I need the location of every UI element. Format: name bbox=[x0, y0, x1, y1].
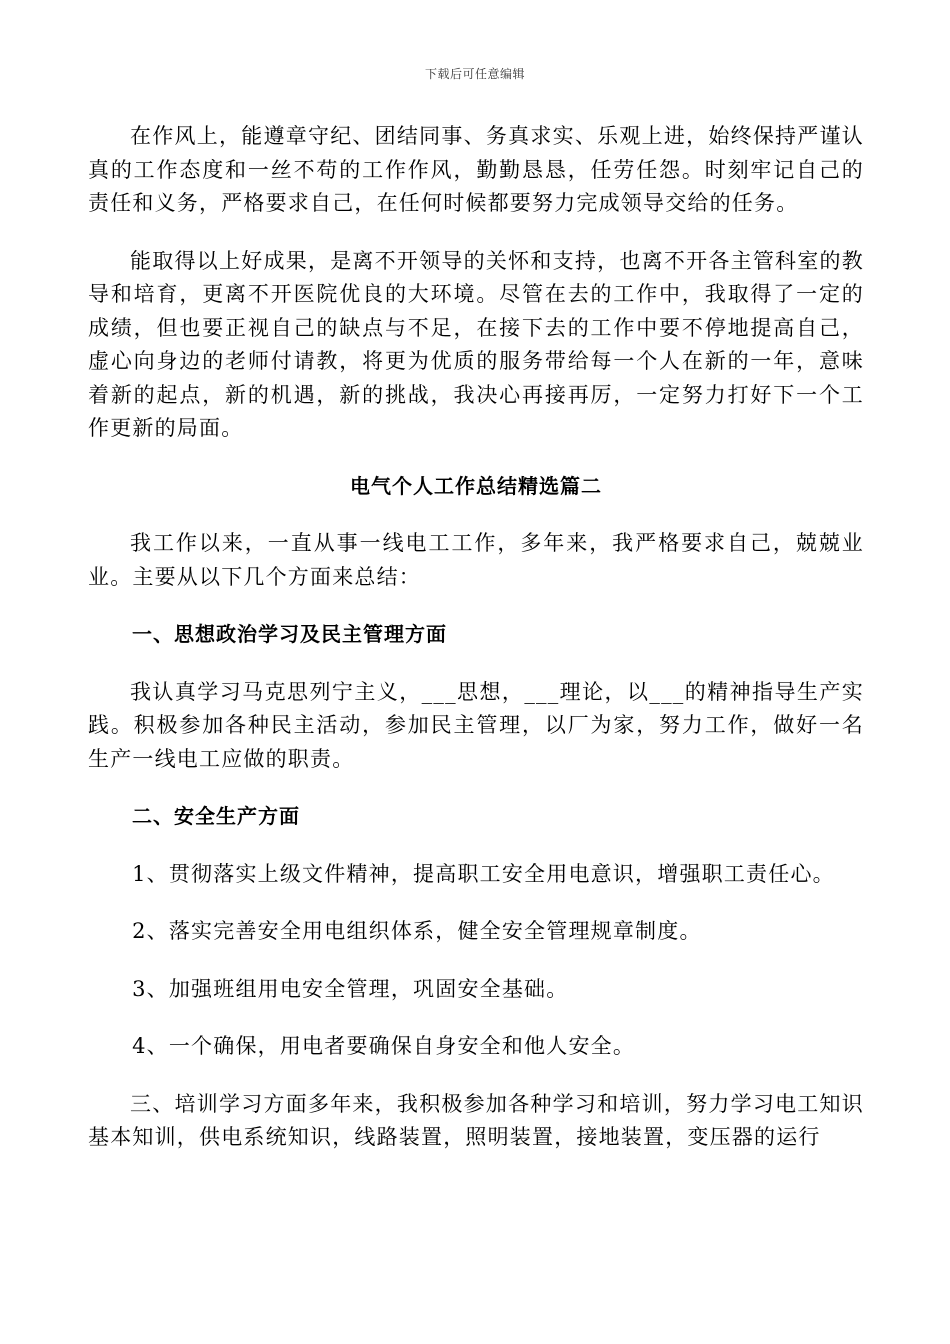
document-body bbox=[88, 120, 864, 1179]
paragraph-political-study: 我认真学习马克思列宁主义，___思想，___理论，以___的精神指导生产实践。积极参加各种民主活动，参加民主管理，以厂为家，努力工作，做好一名生产一线电工应做的职责。 bbox=[88, 679, 864, 771]
section-title: 电气个人工作总结精选篇二 bbox=[350, 473, 602, 498]
heading-political-study: 一、思想政治学习及民主管理方面 bbox=[132, 622, 447, 646]
paragraph-intro: 我工作以来，一直从事一线电工工作，多年来，我严格要求自己，兢兢业业。主要从以下几个方面来总结： bbox=[88, 531, 864, 589]
page-header: 下载后可任意编辑 bbox=[424, 67, 525, 81]
list-item: 4、一个确保，用电者要确保自身安全和他人安全。 bbox=[132, 1034, 636, 1058]
paragraph-training: 三、培训学习方面多年来，我积极参加各种学习和培训，努力学习电工知识基本知训，供电系统知识，线路装置，照明装置，接地装置，变压器的运行 bbox=[88, 1091, 864, 1149]
list-item: 1、贯彻落实上级文件精神，提高职工安全用电意识，增强职工责任心。 bbox=[132, 861, 835, 886]
paragraph-work-style: 在作风上，能遵章守纪、团结同事、务真求实、乐观上进，始终保持严谨认真的工作态度和一丝不苟的工作作风，勤勤恳恳，任劳任怨。时刻牢记自己的责任和义务，严格要求自己，在任何时候都要努力完成领导交给的任务。 bbox=[88, 124, 864, 215]
list-item: 3、加强班组用电安全管理，巩固安全基础。 bbox=[132, 976, 569, 1001]
heading-safety-production: 二、安全生产方面 bbox=[132, 804, 300, 828]
list-item: 2、落实完善安全用电组织体系，健全安全管理规章制度。 bbox=[132, 919, 702, 943]
paragraph-achievements: 能取得以上好成果，是离不开领导的关怀和支持，也离不开各主管科室的教导和培育，更离不开医院优良的大环境。尽管在去的工作中，我取得了一定的成绩，但也要正视自己的缺点与不足，在接下去的工作中要不停地提高自己，虚心向身边的老师付请教，将更为优质的服务带给每一个人在新的一年，意味着新的起点，新的机遇，新的挑战，我决心再接再厉，一定努力打好下一个工作更新的局面。 bbox=[88, 248, 864, 440]
